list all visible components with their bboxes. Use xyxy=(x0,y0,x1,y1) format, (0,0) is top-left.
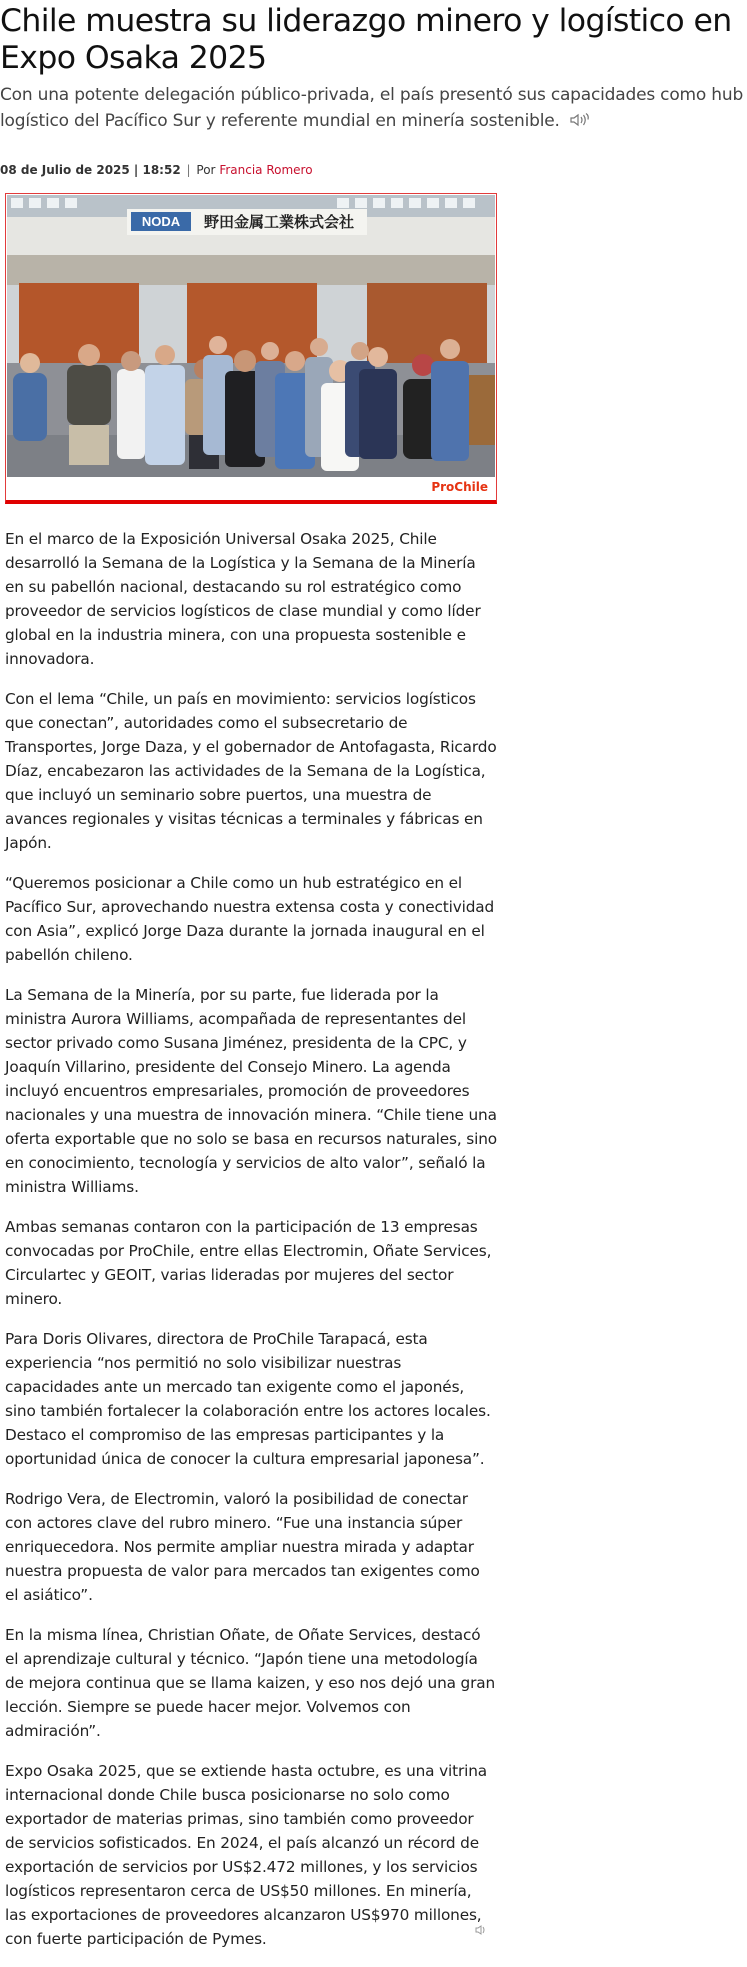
article-paragraph: La Semana de la Minería, por su parte, fue liderada por la ministra Aurora Williams, acompañada de representantes del sector privado como Susana Jiménez, presidenta de la CPC, y Joaquín Villarino, presidente del Consejo Minero. La agenda incluyó encuentros empresariales, promoción de proveedores nacionales y una muestra de innovación minera. “Chile tiene una oferta exportable que no solo se basa en recursos naturales, sino en conocimiento, tecnología y servicios de alto valor”, señaló la ministra Williams. xyxy=(5,986,497,1196)
by-label: Por xyxy=(196,163,216,177)
article-paragraph: Con el lema “Chile, un país en movimiento: servicios logísticos que conectan”, autoridades como el subsecretario de Transportes, Jorge Daza, y el gobernador de Antofagasta, Ricardo Díaz, encabezaron las actividades de la Semana de la Logística, que incluyó un seminario sobre puertos, una muestra de avances regionales y visitas técnicas a terminales y fábricas en Japón. xyxy=(5,690,497,852)
article-paragraph: En la misma línea, Christian Oñate, de Oñate Services, destacó el aprendizaje cultural y técnico. “Japón tiene una metodología de mejora continua que se llama kaizen, y eso nos dejó una gran lección. Siempre se puede hacer mejor. Volvemos con admiración”. xyxy=(5,1626,496,1740)
byline-separator: | xyxy=(186,163,191,177)
article-subtitle xyxy=(0,82,747,134)
article-paragraph: Expo Osaka 2025, que se extiende hasta octubre, es una vitrina internacional donde Chile busca posicionarse no solo como exportador de materias primas, sino también como proveedor de servicios sofisticados. En 2024, el país alcanzó un récord de exportación de servicios por US$2.472 millones, y los servicios logísticos representaron cerca de US$50 millones. En minería, las exportaciones de proveedores alcanzaron US$970 millones, con fuerte participación de Pymes. xyxy=(5,1762,487,1948)
sign-company-text: 野田金属工業株式会社 xyxy=(203,213,355,231)
article-paragraph: “Queremos posicionar a Chile como un hub estratégico en el Pacífico Sur, aprovechando nuestra extensa costa y conectividad con Asia”, explicó Jorge Daza durante la jornada inaugural en el pabellón chileno. xyxy=(5,874,495,964)
article-headline: Chile muestra su liderazgo minero y logístico en Expo Osaka 2025 xyxy=(0,3,732,76)
speaker-audio-icon[interactable] xyxy=(475,1921,489,1933)
article-body xyxy=(5,527,497,1967)
article-paragraph: Ambas semanas contaron con la participación de 13 empresas convocadas por ProChile, entre ellas Electromin, Oñate Services, Circulartec y GEOIT, varias lideradas por mujeres del sector minero. xyxy=(5,1218,492,1308)
article-figure xyxy=(5,193,497,504)
article-paragraph: Para Doris Olivares, directora de ProChile Tarapacá, esta experiencia “nos permitió no solo visibilizar nuestras capacidades ante un mercado tan exigente como el japonés, sino también fortalecer la colaboración entre los actores locales. Destaco el compromiso de las empresas participantes y la oportunidad única de conocer la cultura empresarial japonesa”. xyxy=(5,1330,491,1468)
article-paragraph: Rodrigo Vera, de Electromin, valoró la posibilidad de conectar con actores clave del rubro minero. “Fue una instancia súper enriquecedora. Nos permite ampliar nuestra mirada y adaptar nuestra propuesta de valor para mercados tan exigentes como el asiático”. xyxy=(5,1490,480,1604)
article-photo[interactable] xyxy=(7,195,495,477)
author-link[interactable]: Francia Romero xyxy=(219,163,313,177)
sign-brand-text: NODA xyxy=(141,214,181,229)
photo-credit: ProChile xyxy=(431,480,488,494)
subtitle-text: Con una potente delegación público-privada, el país presentó sus capacidades como hub logístico del Pacífico Sur y referente mundial en minería sostenible. xyxy=(0,85,744,131)
article-paragraph: En el marco de la Exposición Universal Osaka 2025, Chile desarrolló la Semana de la Logística y la Semana de la Minería en su pabellón nacional, destacando su rol estratégico como proveedor de servicios logísticos de clase mundial y como líder global en la industria minera, con una propuesta sostenible e innovadora. xyxy=(5,530,481,668)
publish-date: 08 de Julio de 2025 | 18:52 xyxy=(0,163,181,177)
speaker-audio-icon[interactable] xyxy=(569,110,591,126)
article-byline xyxy=(0,162,747,178)
